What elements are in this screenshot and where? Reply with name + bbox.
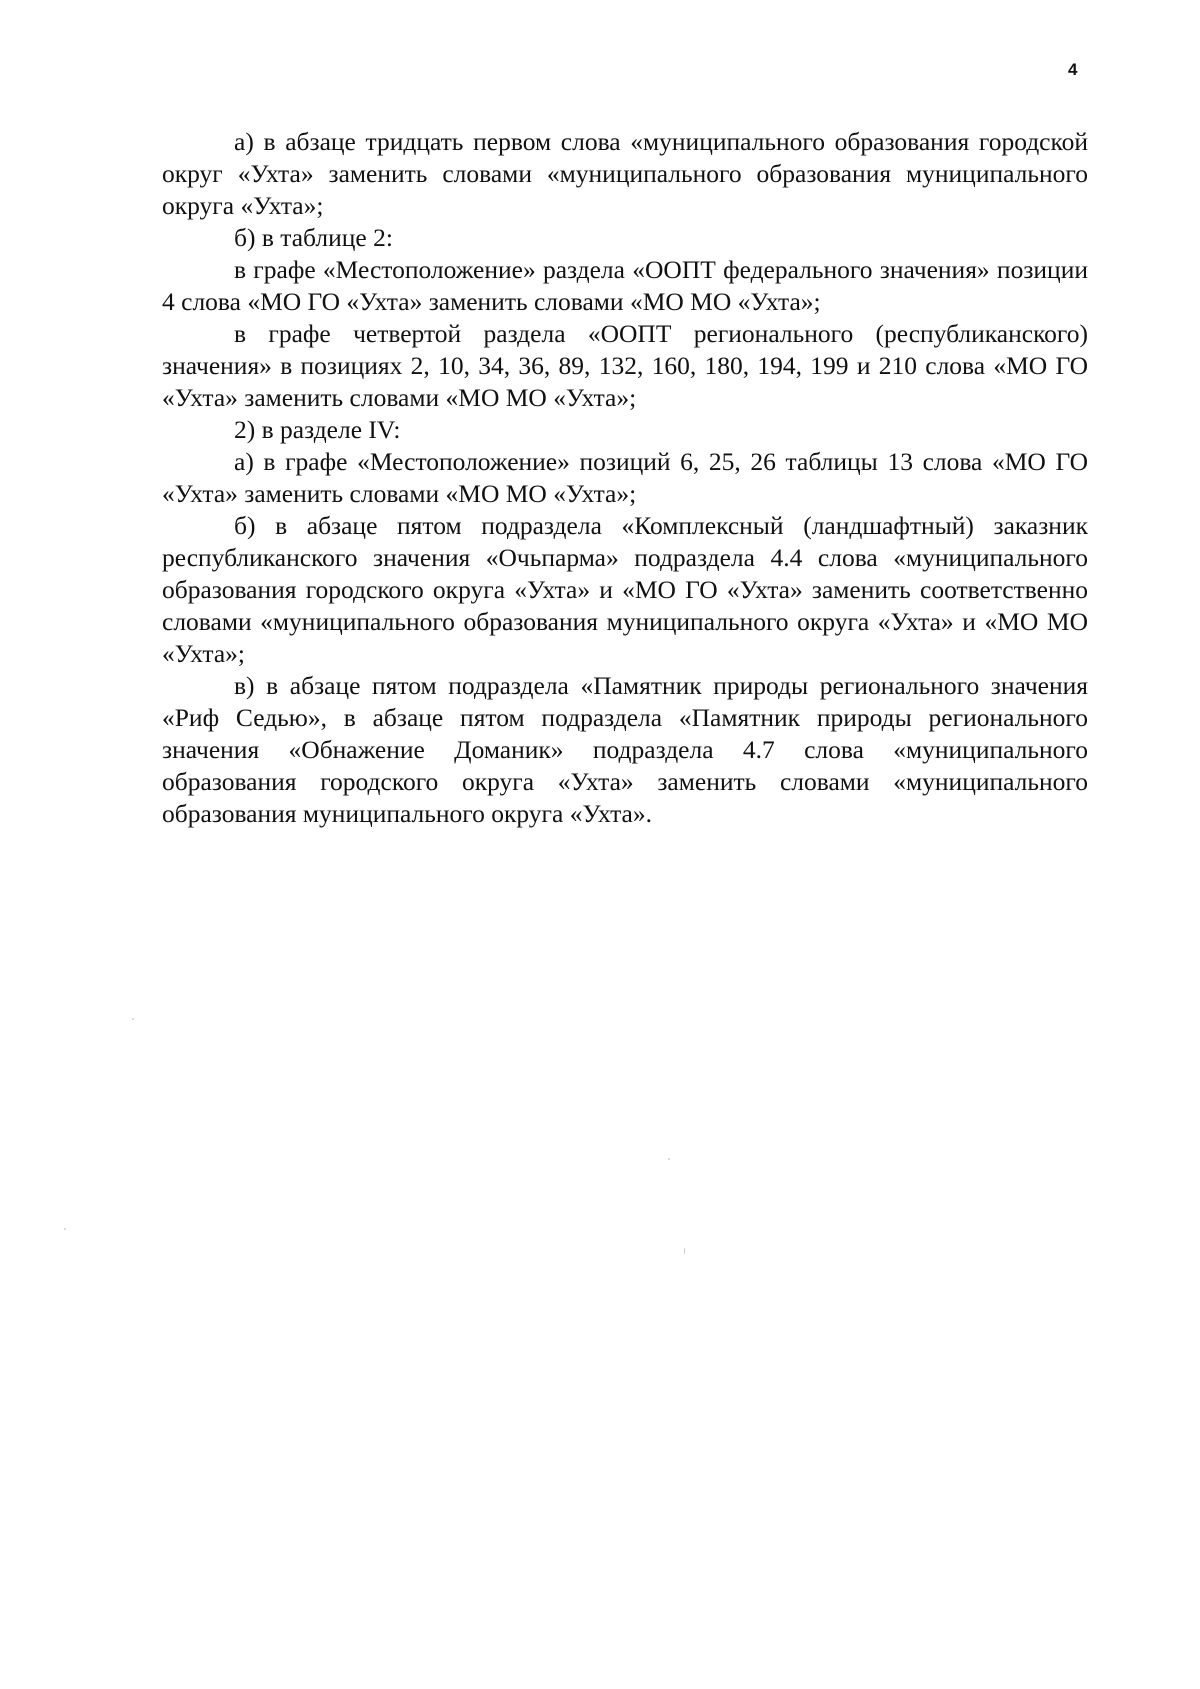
- paragraph-2b: б) в абзаце пятом подраздела «Комплексный (ландшафтный) заказник республиканского значения «Очьпарма» подраздела 4.4 слова «муниципального образования городского округа «Ухта» и «МО ГО «Ухта» заменить соответственно словами «муниципального образования муниципального округа «Ухта» и «МО МО «Ухта»;: [162, 511, 1088, 668]
- page-number: 4: [1068, 60, 1078, 79]
- paragraph-table2-column4: в графе четвертой раздела «ООПТ регионального (республиканского) значения» в позициях 2, 10, 34, 36, 89, 132, 160, 180, 194, 199 и 210 слова «МО ГО «Ухта» заменить словами «МО МО «Ухта»;: [162, 319, 1088, 412]
- paragraph-2v: в) в абзаце пятом подраздела «Памятник природы регионального значения «Риф Седью», в абзаце пятом подраздела «Памятник природы регионального значения «Обнажение Доманик» подраздела 4.7 слова «муниципального образования городского округа «Ухта» заменить словами «муниципального образования муниципального округа «Ухта».: [162, 671, 1088, 828]
- scan-speck: [684, 1248, 685, 1254]
- paragraph-1a: а) в абзаце тридцать первом слова «муниципального образования городской округ «Ухта» заменить словами «муниципального образования муниципального округа «Ухта»;: [162, 127, 1088, 220]
- document-body: [162, 126, 1088, 830]
- scan-speck: [668, 1158, 670, 1160]
- paragraph-1b: б) в таблице 2:: [234, 223, 393, 252]
- scan-speck: [132, 1018, 134, 1020]
- scan-speck: [64, 1228, 66, 1230]
- paragraph-2a: а) в графе «Местоположение» позиций 6, 25, 26 таблицы 13 слова «МО ГО «Ухта» заменить словами «МО МО «Ухта»;: [162, 447, 1088, 508]
- paragraph-table2-location: в графе «Местоположение» раздела «ООПТ федерального значения» позиции 4 слова «МО ГО «Ухта» заменить словами «МО МО «Ухта»;: [162, 255, 1088, 316]
- paragraph-section-iv: 2) в разделе IV:: [234, 415, 401, 444]
